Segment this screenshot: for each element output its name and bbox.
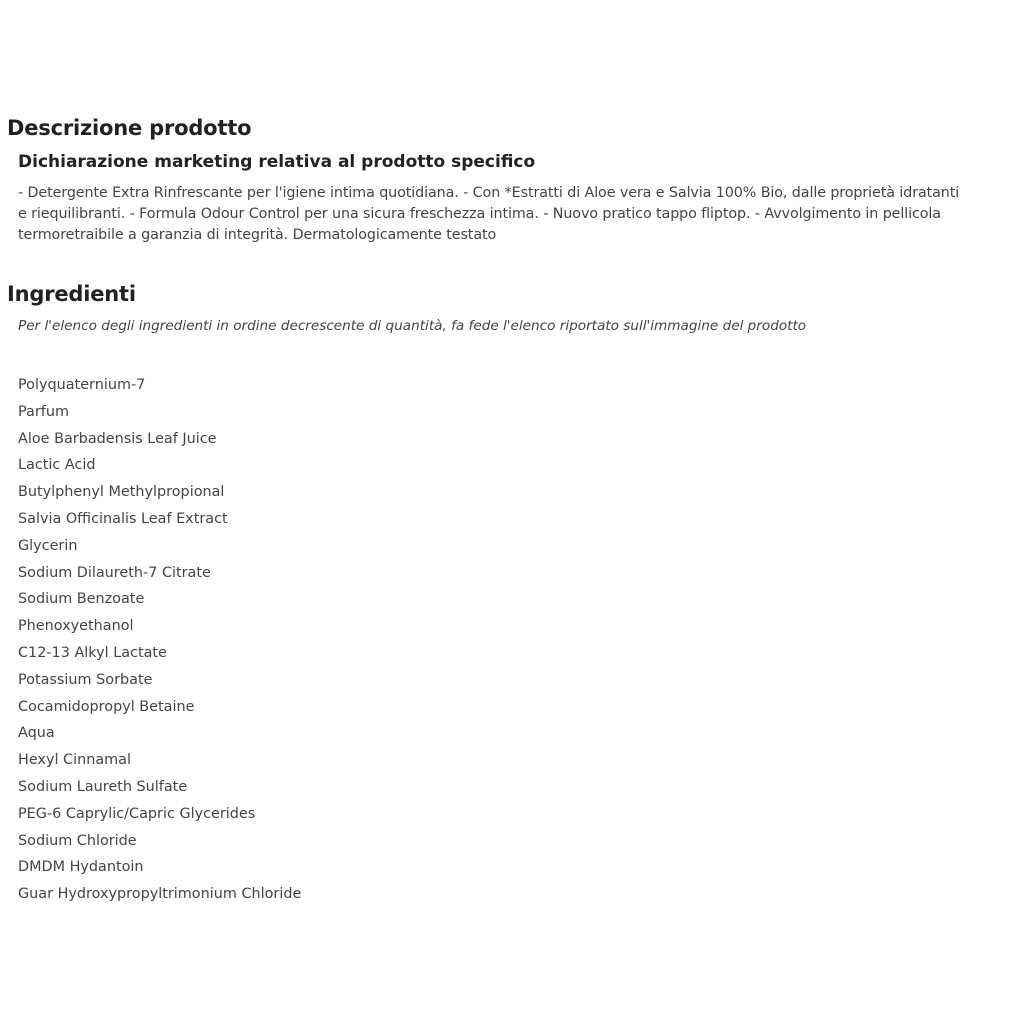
ingredients-heading: Ingredienti — [7, 282, 136, 306]
ingredient-item: Sodium Chloride — [18, 832, 137, 849]
ingredient-item: Sodium Benzoate — [18, 591, 145, 608]
ingredient-item: Aloe Barbadensis Leaf Juice — [18, 430, 217, 447]
ingredient-item: Glycerin — [18, 537, 78, 554]
marketing-claim-heading: Dichiarazione marketing relativa al prodotto specifico — [18, 152, 536, 172]
ingredient-item: Potassium Sorbate — [18, 671, 153, 688]
ingredient-item: DMDM Hydantoin — [18, 859, 144, 876]
marketing-claim-text — [18, 183, 1018, 246]
description-heading: Descrizione prodotto — [7, 116, 252, 140]
ingredient-item: Guar Hydroxypropyltrimonium Chloride — [18, 886, 302, 903]
ingredient-item: Cocamidopropyl Betaine — [18, 698, 195, 715]
ingredient-item: Parfum — [18, 403, 69, 420]
ingredient-item: Sodium Dilaureth-7 Citrate — [18, 564, 211, 581]
ingredient-item: Sodium Laureth Sulfate — [18, 778, 188, 795]
marketing-claim-line: - Detergente Extra Rinfrescante per l'igiene intima quotidiana. - Con *Estratti di Aloe vera e Salvia 100% Bio, dalle proprietà idratanti — [18, 185, 960, 201]
ingredient-item: PEG-6 Caprylic/Capric Glycerides — [18, 805, 256, 822]
ingredient-item: Butylphenyl Methylpropional — [18, 484, 225, 501]
ingredient-item: Phenoxyethanol — [18, 618, 134, 635]
ingredient-item: Lactic Acid — [18, 457, 96, 474]
ingredient-item: Salvia Officinalis Leaf Extract — [18, 510, 228, 527]
ingredient-item: Hexyl Cinnamal — [18, 752, 131, 769]
ingredient-item: C12-13 Alkyl Lactate — [18, 644, 167, 661]
ingredient-item: Aqua — [18, 725, 55, 742]
ingredients-list — [18, 372, 301, 908]
marketing-claim-line: e riequilibranti. - Formula Odour Control per una sicura freschezza intima. - Nuovo pratico tappo fliptop. - Avvolgimento in pellicola — [18, 206, 941, 222]
ingredients-note: Per l'elenco degli ingredienti in ordine decrescente di quantità, fa fede l'elenco riportato sull'immagine del prodotto — [18, 318, 807, 334]
ingredient-item: Polyquaternium-7 — [18, 377, 146, 393]
marketing-claim-line: termoretraibile a garanzia di integrità. Dermatologicamente testato — [18, 227, 497, 243]
